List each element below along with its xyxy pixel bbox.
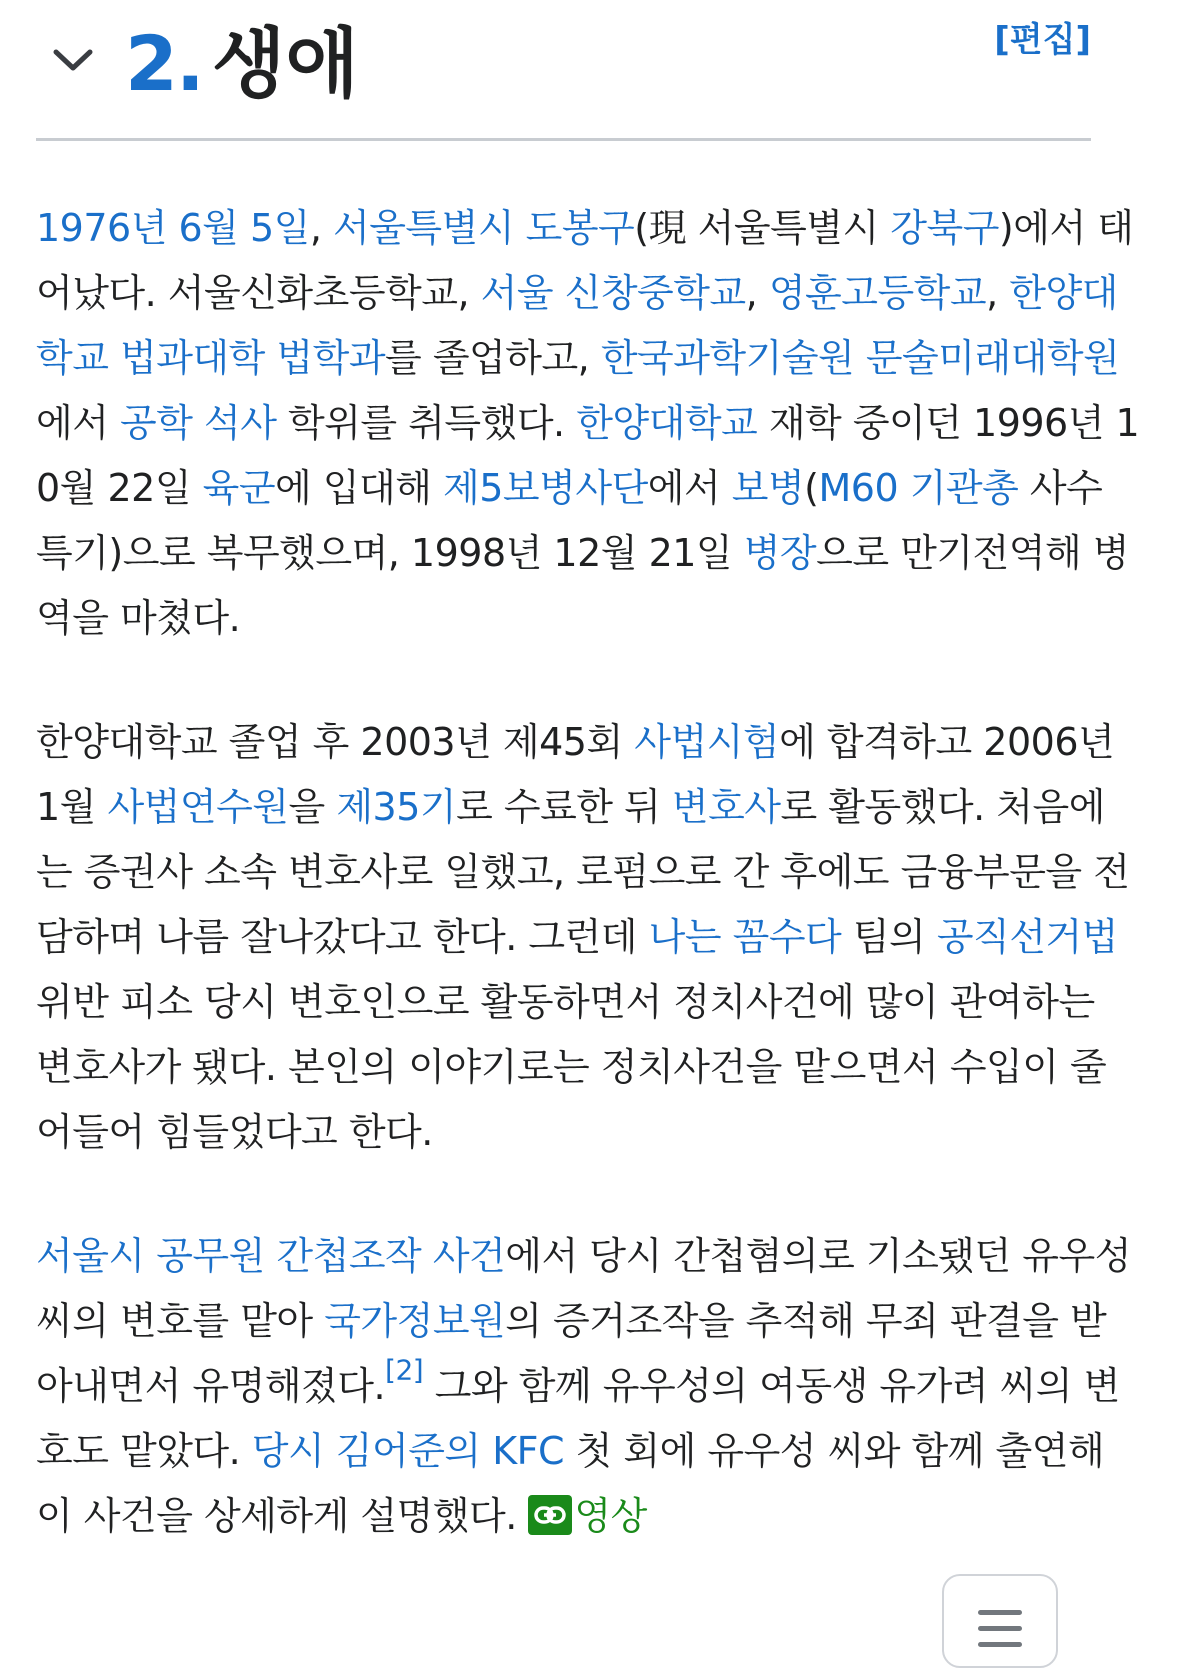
section-title: 생애 xyxy=(212,19,359,108)
edit-link[interactable]: [편집] xyxy=(994,20,1091,60)
video-link-label: 영상 xyxy=(574,1494,647,1538)
text-segment: , xyxy=(745,271,769,315)
wiki-link[interactable]: 서울 신창중학교 xyxy=(480,271,746,315)
wiki-link[interactable]: 1976년 6월 5일 xyxy=(36,206,310,250)
text-segment: 으로 만기전역해 병역을 마쳤다. xyxy=(36,531,1129,640)
wiki-link[interactable]: 한국과학기술원 문술미래대학원 xyxy=(600,336,1120,380)
wiki-link[interactable]: 제5보병사단 xyxy=(443,466,648,510)
section-header xyxy=(0,0,1179,140)
text-segment: 로 활동했다. 처음에는 증권사 소속 변호사로 일했고, 로펌으로 간 후에도 금융부문을 전담하며 나름 잘나갔다고 한다. 그런데 xyxy=(36,785,1130,959)
text-segment: 를 졸업하고, xyxy=(385,336,601,380)
wiki-link[interactable]: 육군 xyxy=(202,466,276,510)
wiki-link[interactable]: 공직선거법 xyxy=(936,915,1118,959)
text-segment: )에서 태어났다. 서울신화초등학교, xyxy=(36,206,1134,315)
text-segment: 사수 특기)으로 복무했으며, 1998년 12월 21일 xyxy=(36,466,1103,575)
text-segment: 팀의 xyxy=(841,915,937,959)
wiki-link[interactable]: 당시 김어준의 KFC xyxy=(251,1429,564,1473)
wiki-link[interactable]: 변호사 xyxy=(671,785,781,829)
text-segment: 첫 회에 유우성 씨와 함께 출연해 이 사건을 상세하게 설명했다. xyxy=(36,1429,1105,1538)
wiki-link[interactable]: 나는 꼼수다 xyxy=(648,915,842,959)
wiki-link[interactable]: M60 기관총 xyxy=(818,466,1019,510)
wiki-link[interactable]: 서울시 공무원 간첩조작 사건 xyxy=(36,1234,506,1278)
text-segment: 위반 피소 당시 변호인으로 활동하면서 정치사건에 많이 관여하는 변호사가 됐다. 본인의 이야기로는 정치사건을 맡으면서 수입이 줄어들어 힘들었다고 한다. xyxy=(36,980,1107,1154)
text-segment: 에 합격하고 2006년 1월 xyxy=(36,720,1115,829)
wiki-link[interactable]: 한양대학교 법과대학 법학과 xyxy=(36,271,1118,380)
text-segment: , xyxy=(986,271,1010,315)
wiki-link[interactable]: 공학 석사 xyxy=(120,401,277,445)
paragraph xyxy=(36,710,1141,1165)
text-segment: 재학 중이던 1996년 10월 22일 xyxy=(36,401,1140,510)
video-link[interactable] xyxy=(528,1494,646,1538)
wiki-link[interactable]: 제35기 xyxy=(336,785,457,829)
link-icon xyxy=(528,1495,572,1535)
text-segment: 에서 당시 간첩혐의로 기소됐던 유우성 씨의 변호를 맡아 xyxy=(36,1234,1131,1343)
text-segment: 로 수료한 뒤 xyxy=(456,785,672,829)
text-segment: 에서 xyxy=(36,401,120,445)
wiki-link[interactable]: 영훈고등학교 xyxy=(768,271,987,315)
text-segment: 한양대학교 졸업 후 2003년 제45회 xyxy=(36,720,635,764)
paragraph xyxy=(36,1224,1141,1549)
footnote-ref[interactable]: [2] xyxy=(385,1353,424,1387)
paragraph xyxy=(36,196,1141,651)
text-segment: 에 입대해 xyxy=(275,466,444,510)
wiki-link[interactable]: 보병 xyxy=(731,466,805,510)
text-segment: 학위를 취득했다. xyxy=(276,401,577,445)
section-number: 2. xyxy=(125,19,203,108)
text-segment: , xyxy=(309,206,334,250)
toc-button[interactable] xyxy=(942,1574,1058,1668)
text-segment: 을 xyxy=(288,785,337,829)
section-content xyxy=(36,196,1141,1608)
wiki-link[interactable]: 병장 xyxy=(743,531,817,575)
wiki-link[interactable]: 강북구 xyxy=(890,206,999,250)
wiki-link[interactable]: 한양대학교 xyxy=(576,401,758,445)
wiki-link[interactable]: 사법연수원 xyxy=(107,785,289,829)
text-segment: 에서 xyxy=(647,466,732,510)
text-segment: ( xyxy=(804,466,819,510)
text-segment: 그와 함께 유우성의 여동생 유가려 씨의 변호도 맡았다. xyxy=(36,1364,1120,1473)
text-segment: (現 서울특별시 xyxy=(634,206,891,250)
section-divider xyxy=(36,138,1091,141)
wiki-link[interactable]: 서울특별시 도봉구 xyxy=(333,206,635,250)
chevron-down-icon[interactable] xyxy=(48,40,98,80)
wiki-link[interactable]: 사법시험 xyxy=(634,720,780,764)
wiki-link[interactable]: 국가정보원 xyxy=(324,1299,506,1343)
text-segment: 의 증거조작을 추적해 무죄 판결을 받아내면서 유명해졌다. xyxy=(36,1299,1107,1408)
